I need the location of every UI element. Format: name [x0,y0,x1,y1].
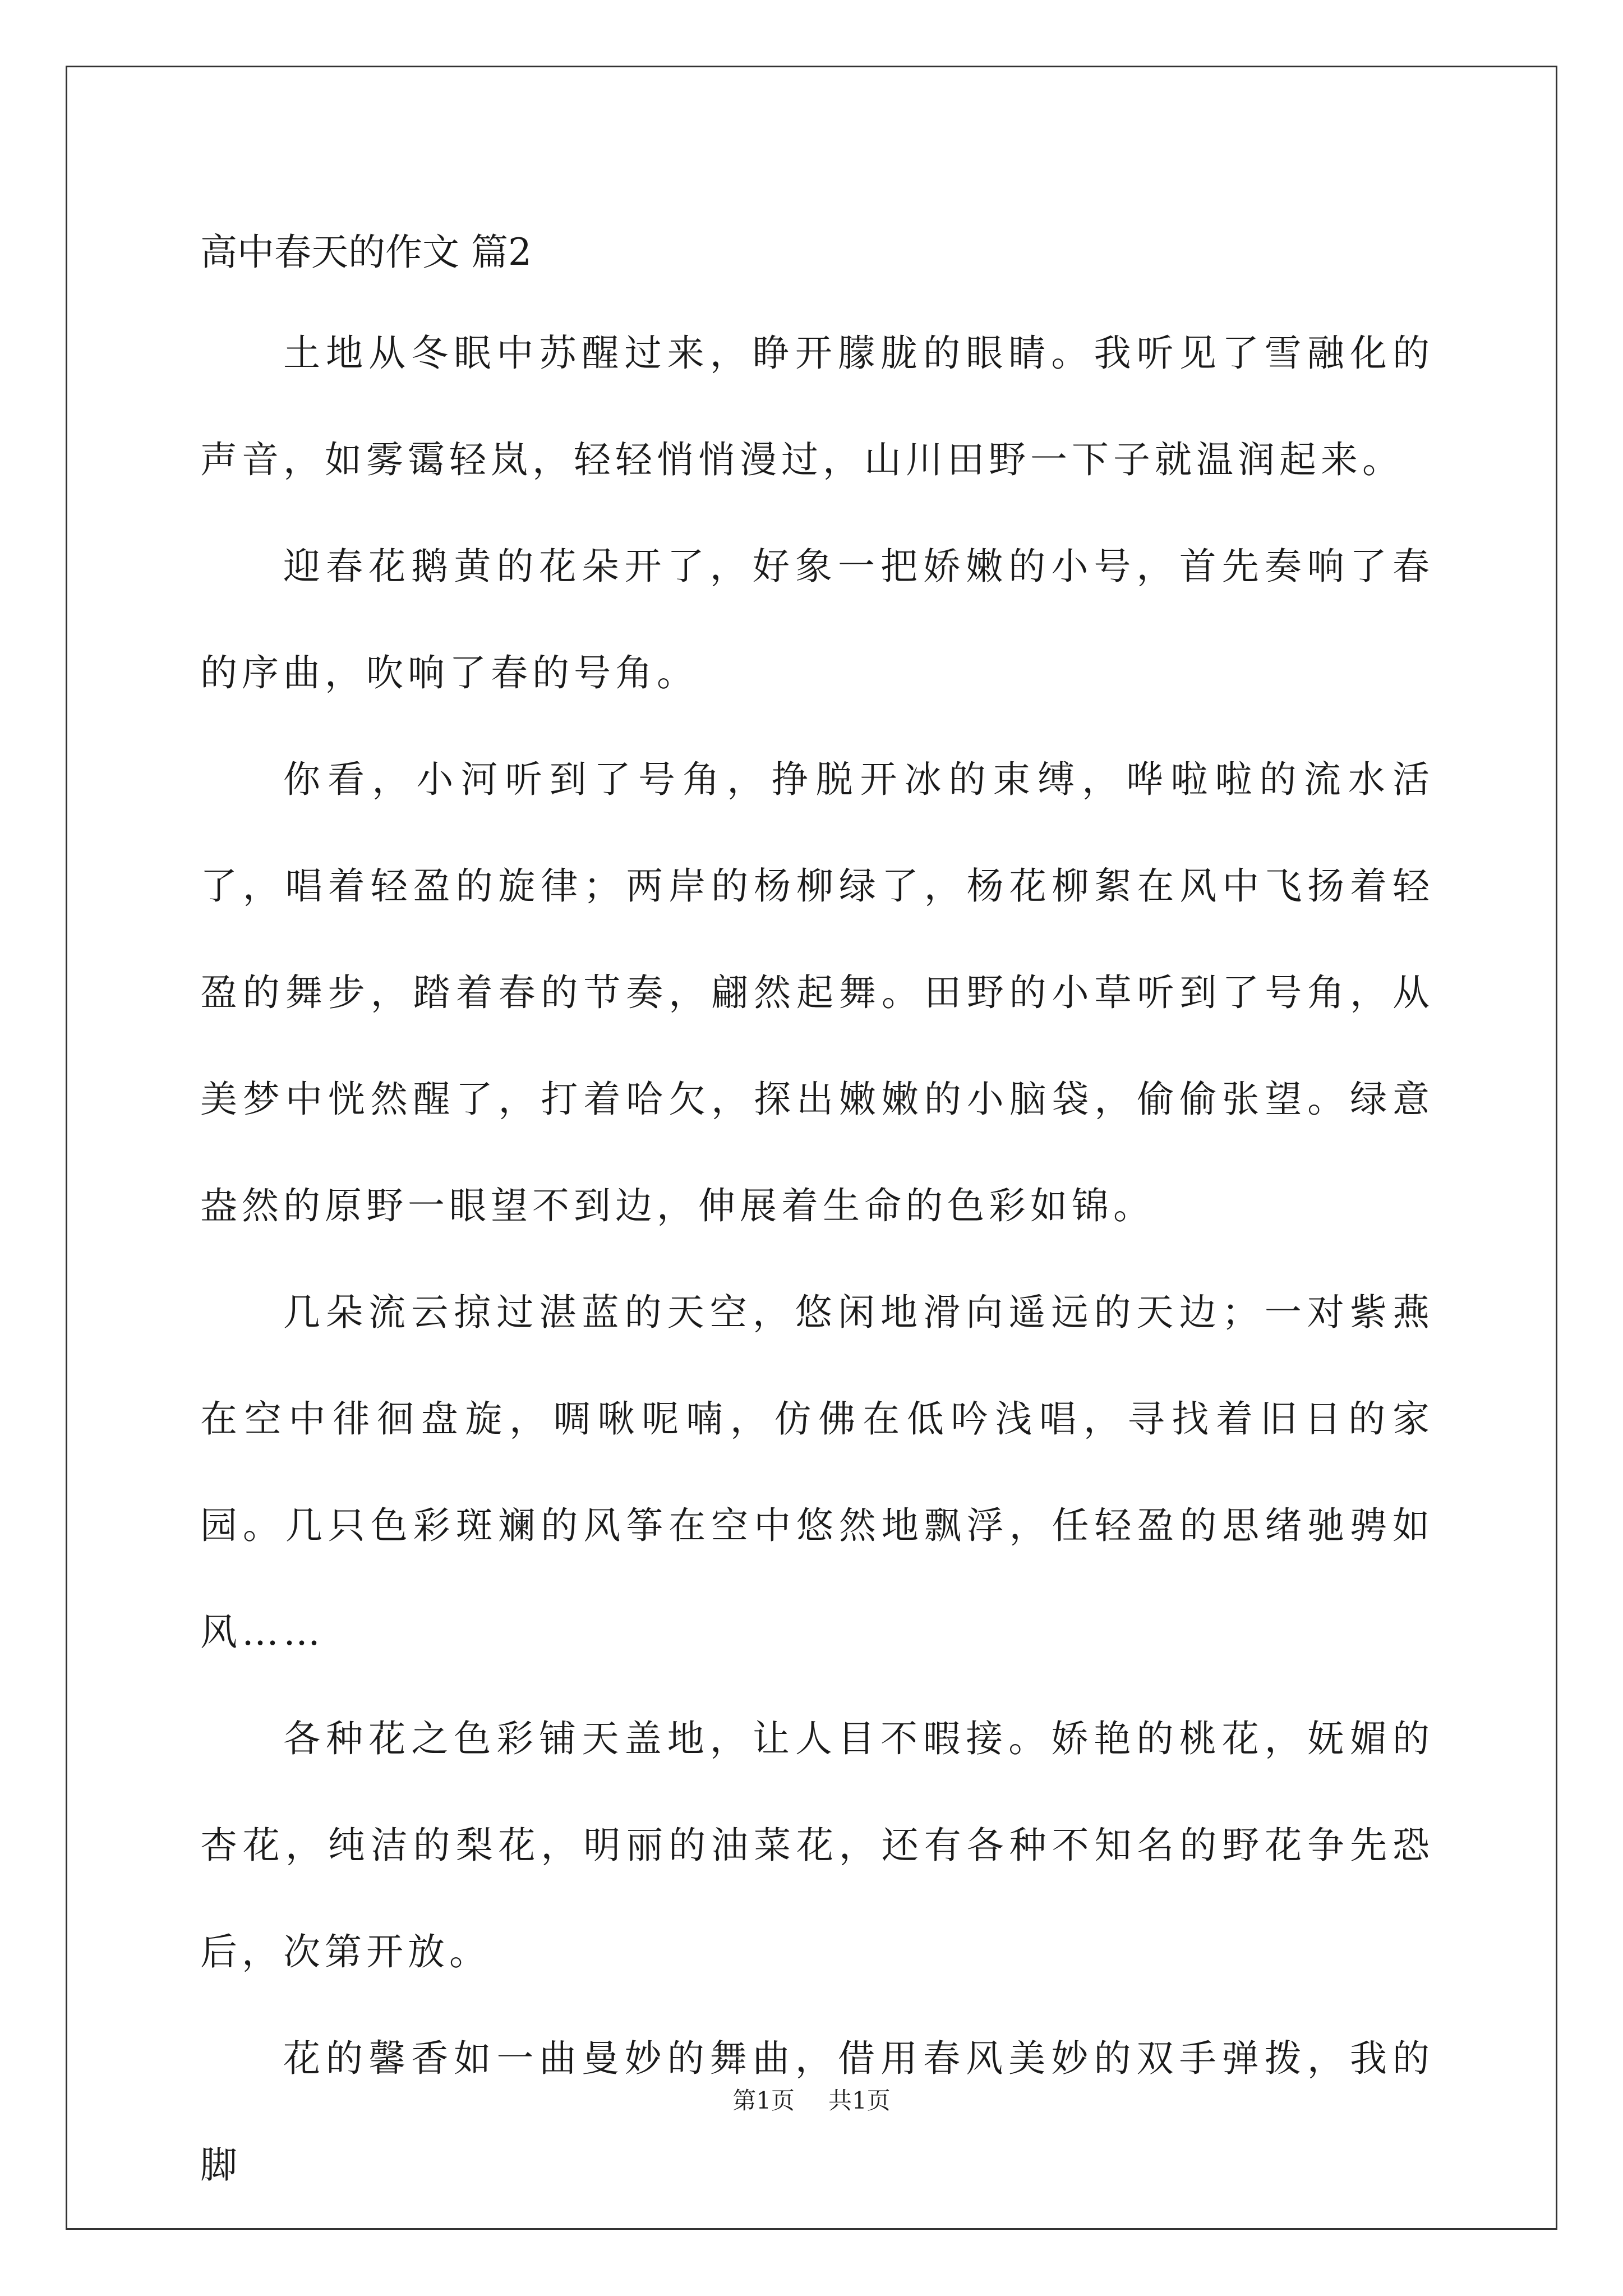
paragraph-5: 各种花之色彩铺天盖地，让人目不暇接。娇艳的桃花，妩媚的杏花，纯洁的梨花，明丽的油菜花，还有各种不知名的野花争先恐后，次第开放。 [200,1717,1434,1973]
page-number: 第1页 [732,2087,795,2114]
paragraph-3: 你看，小河听到了号角，挣脱开冰的束缚，哗啦啦的流水活了，唱着轻盈的旋律；两岸的杨柳绿了，杨花柳絮在风中飞扬着轻盈的舞步，踏着春的节奏，翩然起舞。田野的小草听到了号角，从美梦中恍然醒了，打着哈欠，探出嫩嫩的小脑袋，偷偷张望。绿意盎然的原野一眼望不到边，伸展着生命的色彩如锦。 [200,758,1434,1227]
paragraph-2: 迎春花鹅黄的花朵开了，好象一把娇嫩的小号，首先奏响了春的序曲，吹响了春的号角。 [200,545,1434,694]
document-body [200,300,1434,2219]
document-title: 高中春天的作文 篇2 [200,231,532,274]
page-total: 共1页 [828,2087,891,2114]
page-footer [0,2084,1623,2118]
paragraph-4: 几朵流云掠过湛蓝的天空，悠闲地滑向遥远的天边；一对紫燕在空中徘徊盘旋，啁啾呢喃，仿佛在低吟浅唱，寻找着旧日的家园。几只色彩斑斓的风筝在空中悠然地飘浮，任轻盈的思绪驰骋如风…… [200,1291,1434,1654]
paragraph-1: 土地从冬眠中苏醒过来，睁开朦胧的眼睛。我听见了雪融化的声音，如雾霭轻岚，轻轻悄悄漫过，山川田野一下子就温润起来。 [200,332,1434,481]
paragraph-6: 花的馨香如一曲曼妙的舞曲，借用春风美妙的双手弹拨，我的脚 [200,2037,1434,2187]
